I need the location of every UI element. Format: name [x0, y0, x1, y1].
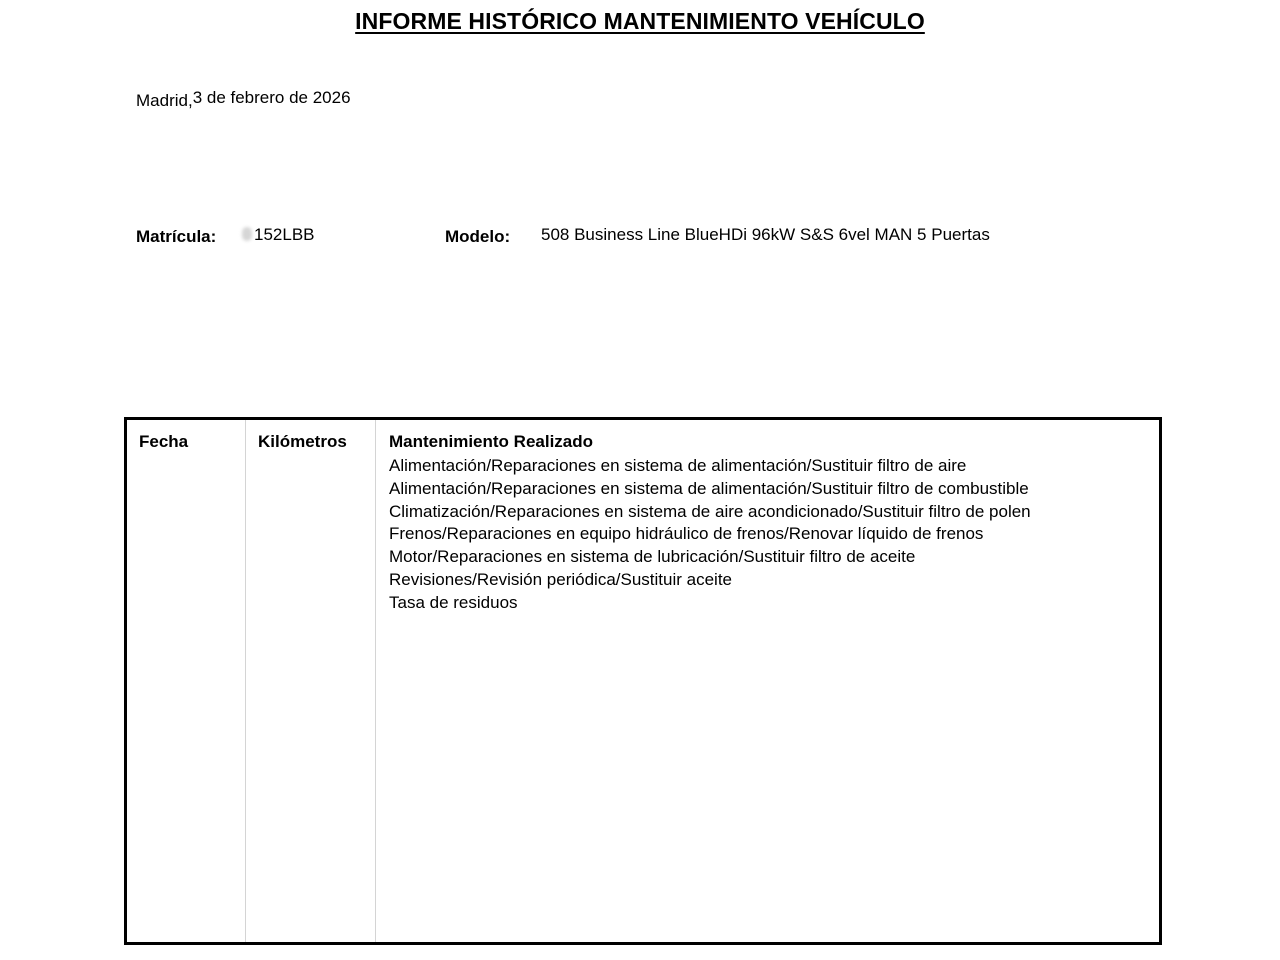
list-item: Motor/Reparaciones en sistema de lubricación/Sustituir filtro de aceite: [389, 547, 916, 567]
list-item: Alimentación/Reparaciones en sistema de alimentación/Sustituir filtro de combustible: [389, 478, 1029, 498]
maintenance-list: [389, 455, 1039, 615]
maintenance-table: [124, 417, 1162, 945]
date: 3 de febrero de 2026: [192, 88, 351, 107]
plate-value: 152LBB: [254, 225, 315, 244]
redacted-mark: [242, 227, 252, 241]
list-item: Alimentación/Reparaciones en sistema de alimentación/Sustituir filtro de aire: [389, 456, 967, 475]
header-kilometros: Kilómetros: [258, 432, 347, 451]
place: Madrid,: [136, 91, 193, 110]
list-item: Revisiones/Revisión periódica/Sustituir aceite: [389, 569, 732, 589]
header-mantenimiento: Mantenimiento Realizado: [389, 432, 594, 451]
column-divider: [375, 420, 376, 942]
place-date: [136, 88, 351, 108]
report-title: INFORME HISTÓRICO MANTENIMIENTO VEHÍCULO: [355, 8, 925, 34]
list-item: Frenos/Reparaciones en equipo hidráulico de frenos/Renovar líquido de frenos: [389, 524, 984, 544]
list-item: Tasa de residuos: [389, 592, 518, 612]
model-label: Modelo:: [445, 227, 511, 246]
list-item: Climatización/Reparaciones en sistema de aire acondicionado/Sustituir filtro de polen: [389, 501, 1031, 521]
model-value: 508 Business Line BlueHDi 96kW S&S 6vel MAN 5 Puertas: [541, 225, 990, 244]
column-divider: [245, 420, 246, 942]
plate-label: Matrícula:: [136, 227, 217, 246]
header-fecha: Fecha: [139, 432, 189, 451]
plate-field: [242, 225, 315, 245]
